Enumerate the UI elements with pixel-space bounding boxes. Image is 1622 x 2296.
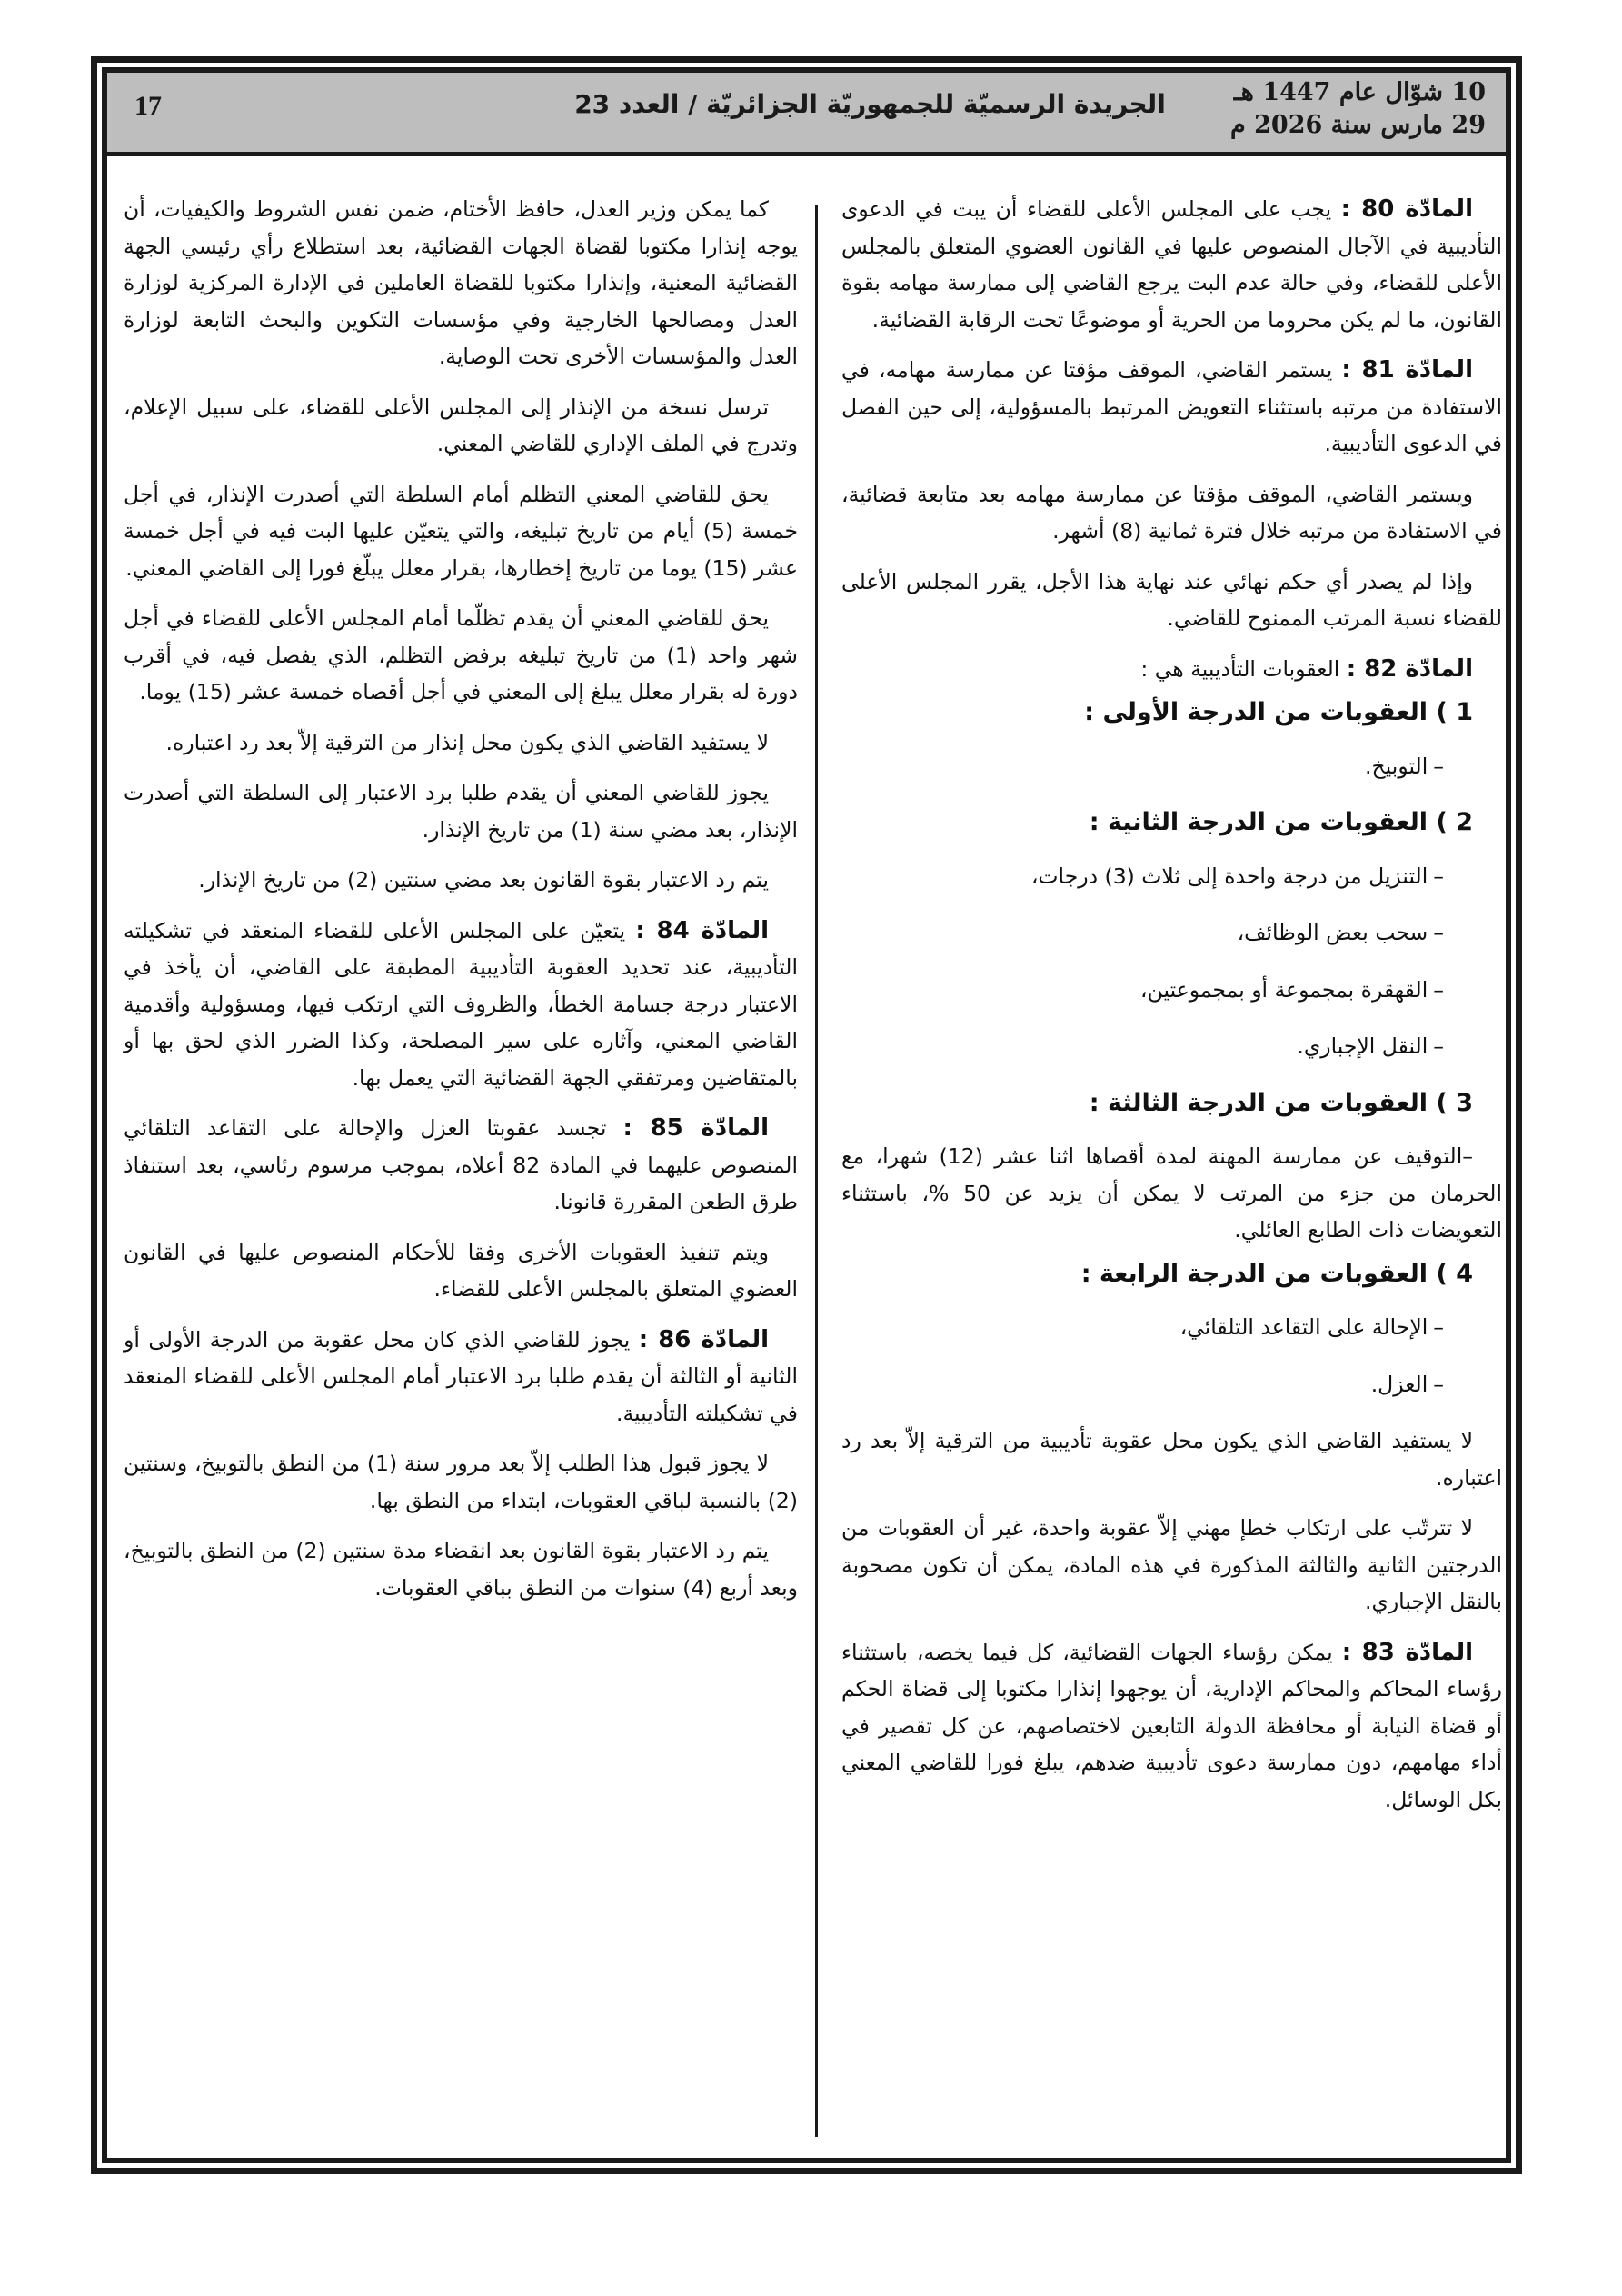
article-text: يستمر القاضي، الموقف مؤقتا عن ممارسة مهامه، في الاستفادة من مرتبه باستثناء التعويض المرتبط بالمسؤولية، إلى حين الفصل في الدعوى التأديبية.	[841, 357, 1502, 456]
page-number: 17	[134, 91, 162, 121]
list-item: –الإحالة على التقاعد التلقائي،	[841, 1309, 1502, 1346]
dash-bullet-icon: –	[1433, 1033, 1444, 1059]
degree-1-heading: 1 ) العقوبات من الدرجة الأولى :	[1084, 698, 1473, 726]
article-text: يتعيّن على المجلس الأعلى للقضاء المنعقد في تشكيلته التأديبية، عند تحديد العقوبة التأديبية المطبقة على القاضي، أن يأخذ في الاعتبار درجة جسامة الخطأ، والظروف التي ارتكب فيها، ومسؤولية وأقدمية القاضي المعني، وآثاره على سير المصلحة، وكذا الضرر الذي لحق بها أو بالمتقاضين ومرتفقي الجهة القضائية التي يعمل بها.	[124, 917, 798, 1091]
degree-4-heading: 4 ) العقوبات من الدرجة الرابعة :	[1080, 1259, 1473, 1288]
dash-bullet-icon: –	[1433, 753, 1444, 779]
list-item: –النقل الإجباري.	[841, 1028, 1502, 1065]
article-86	[124, 1322, 798, 1433]
left-column	[124, 191, 798, 1620]
article-label: المادّة 83 :	[1341, 1638, 1473, 1666]
page-outer-border	[91, 56, 1522, 2174]
dash-bullet-icon: –	[1433, 1314, 1444, 1340]
dash-bullet-icon: –	[1433, 863, 1444, 889]
degree-3-heading: 3 ) العقوبات من الدرجة الثالثة :	[1089, 1088, 1473, 1117]
article-83	[841, 1634, 1502, 1819]
dash-bullet-icon: –	[1462, 1143, 1474, 1169]
column-divider	[815, 205, 818, 2137]
list-item: –سحب بعض الوظائف،	[841, 914, 1502, 952]
list-item: –التنزيل من درجة واحدة إلى ثلاث (3) درجات،	[841, 858, 1502, 895]
degree-2-heading: 2 ) العقوبات من الدرجة الثانية :	[1089, 808, 1473, 836]
dash-bullet-icon: –	[1433, 976, 1444, 1003]
paragraph: يحق للقاضي المعني أن يقدم تظلّما أمام المجلس الأعلى للقضاء في أجل شهر واحد (1) من تاريخ تبليغه برفض التظلم، الذي يفصل فيه، في أقرب دورة له بقرار معلل يبلغ إلى المعني في أجل أقصاه خمسة عشر (15) يوما.	[124, 605, 798, 704]
gazette-header	[107, 73, 1506, 156]
article-label: المادّة 86 :	[638, 1325, 769, 1353]
article-text: العقوبات التأديبية هي :	[1140, 655, 1347, 682]
dash-bullet-icon: –	[1433, 1371, 1444, 1397]
paragraph: لا يجوز قبول هذا الطلب إلاّ بعد مرور سنة (1) من النطق بالتوبيخ، وسنتين (2) بالنسبة لباقي العقوبات، ابتداء من النطق بها.	[124, 1451, 798, 1513]
paragraph: ويتم تنفيذ العقوبات الأخرى وفقا للأحكام المنصوص عليها في القانون العضوي المتعلق بالمجلس الأعلى للقضاء.	[124, 1239, 798, 1302]
gazette-title: الجريدة الرسميّة للجمهوريّة الجزائريّة / العدد 23	[574, 89, 1166, 119]
article-text: يمكن رؤساء الجهات القضائية، كل فيما يخصه، باستثناء رؤساء المحاكم والمحاكم الإدارية، أن يوجهوا إنذارا مكتوبا إلى قضاة الحكم أو قضاة النيابة أو محافظة الدولة التابعين لاختصاصهم، عن كل تقصير في أداء مهامهم، دون ممارسة دعوى تأديبية ضدهم، يبلغ فورا للقاضي المعني بكل الوسائل.	[841, 1639, 1502, 1812]
article-label: المادّة 81 :	[1341, 356, 1473, 384]
article-80	[841, 191, 1502, 338]
date-gregorian: 29 مارس سنة 2026 م	[1230, 111, 1486, 139]
paragraph: لا يستفيد القاضي الذي يكون محل عقوبة تأديبية من الترقية إلاّ بعد رد اعتباره.	[841, 1428, 1502, 1491]
paragraph: لا تترتّب على ارتكاب خطإ مهني إلاّ عقوبة واحدة، غير أن العقوبات من الدرجتين الثانية والثالثة المذكورة في هذه المادة، يمكن أن تكون مصحوبة بالنقل الإجباري.	[841, 1515, 1502, 1614]
article-84	[124, 913, 798, 1097]
article-85	[124, 1110, 798, 1221]
paragraph: وإذا لم يصدر أي حكم نهائي عند نهاية هذا الأجل، يقرر المجلس الأعلى للقضاء نسبة المرتب الممنوح للقاضي.	[841, 568, 1502, 631]
paragraph: ويستمر القاضي، الموقف مؤقتا عن ممارسة مهامه بعد متابعة قضائية، في الاستفادة من مرتبه خلال فترة ثمانية (8) أشهر.	[841, 481, 1502, 544]
paragraph: كما يمكن وزير العدل، حافظ الأختام، ضمن نفس الشروط والكيفيات، أن يوجه إنذارا مكتوبا لقضاة الجهات القضائية، بعد استطلاع رأي رئيسي الجهة القضائية المعنية، وإنذارا مكتوبا للقضاة العاملين في الإدارة المركزية لوزارة العدل ومصالحها الخارجية وفي مؤسسات التكوين والبحث التابعة لوزارة العدل والمؤسسات الأخرى تحت الوصاية.	[124, 196, 798, 369]
article-text: تجسد عقوبتا العزل والإحالة على التقاعد التلقائي المنصوص عليهما في المادة 82 أعلاه، بموجب مرسوم رئاسي، بعد استنفاذ طرق الطعن المقررة قانونا.	[124, 1115, 798, 1214]
article-label: المادّة 84 :	[635, 916, 770, 944]
paragraph: يتم رد الاعتبار بقوة القانون بعد مضي سنتين (2) من تاريخ الإنذار.	[198, 867, 769, 893]
article-81	[841, 352, 1502, 463]
list-item: –التوبيخ.	[841, 748, 1502, 785]
article-82	[841, 651, 1502, 688]
paragraph: يحق للقاضي المعني التظلم أمام السلطة التي أصدرت الإنذار، في أجل خمسة (5) أيام من تاريخ تبليغه، والتي يتعيّن عليها البت فيه في أجل خمسة عشر (15) يوما من تاريخ إخطارها، بقرار معلل يبلّغ فورا إلى القاضي المعني.	[124, 481, 798, 581]
list-item: –القهقرة بمجموعة أو بمجموعتين،	[841, 972, 1502, 1009]
article-label: المادّة 82 :	[1346, 654, 1473, 683]
right-column	[841, 191, 1502, 1832]
article-label: المادّة 80 :	[1340, 195, 1473, 223]
paragraph: يتم رد الاعتبار بقوة القانون بعد انقضاء مدة سنتين (2) من النطق بالتوبيخ، وبعد أربع (4) سنوات من النطق بباقي العقوبات.	[124, 1538, 798, 1601]
list-item: –العزل.	[841, 1366, 1502, 1403]
list-item: –التوقيف عن ممارسة المهنة لمدة أقصاها اثنا عشر (12) شهرا، مع الحرمان من جزء من المرتب لا يمكن أن يزيد عن 50 %، باستثناء التعويضات ذات الطابع العائلي.	[841, 1143, 1502, 1243]
page-inner-border	[102, 67, 1511, 2163]
article-text: يجوز للقاضي الذي كان محل عقوبة من الدرجة الأولى أو الثانية أو الثالثة أن يقدم طلبا برد الاعتبار أمام المجلس الأعلى للقضاء المنعقد في تشكيلته التأديبية.	[124, 1326, 798, 1426]
paragraph: ترسل نسخة من الإنذار إلى المجلس الأعلى للقضاء، على سبيل الإعلام، وتدرج في الملف الإداري للقاضي المعني.	[124, 394, 798, 456]
article-label: المادّة 85 :	[622, 1114, 769, 1142]
paragraph: يجوز للقاضي المعني أن يقدم طلبا برد الاعتبار إلى السلطة التي أصدرت الإنذار، بعد مضي سنة (1) من تاريخ الإنذار.	[124, 780, 798, 843]
date-hijri: 10 شوّال عام 1447 هـ	[1233, 78, 1486, 106]
article-text: يجب على المجلس الأعلى للقضاء أن يبت في الدعوى التأديبية في الآجال المنصوص عليها في القانون العضوي المتعلق بالمجلس الأعلى للقضاء، وفي حالة عدم البت يرجع القاضي إلى ممارسة مهامه بقوة القانون، ما لم يكن محروما من الحرية أو موضوعًا تحت الرقابة القضائية.	[841, 196, 1502, 333]
dash-bullet-icon: –	[1433, 920, 1444, 945]
paragraph: لا يستفيد القاضي الذي يكون محل إنذار من الترقية إلاّ بعد رد اعتباره.	[165, 729, 769, 755]
